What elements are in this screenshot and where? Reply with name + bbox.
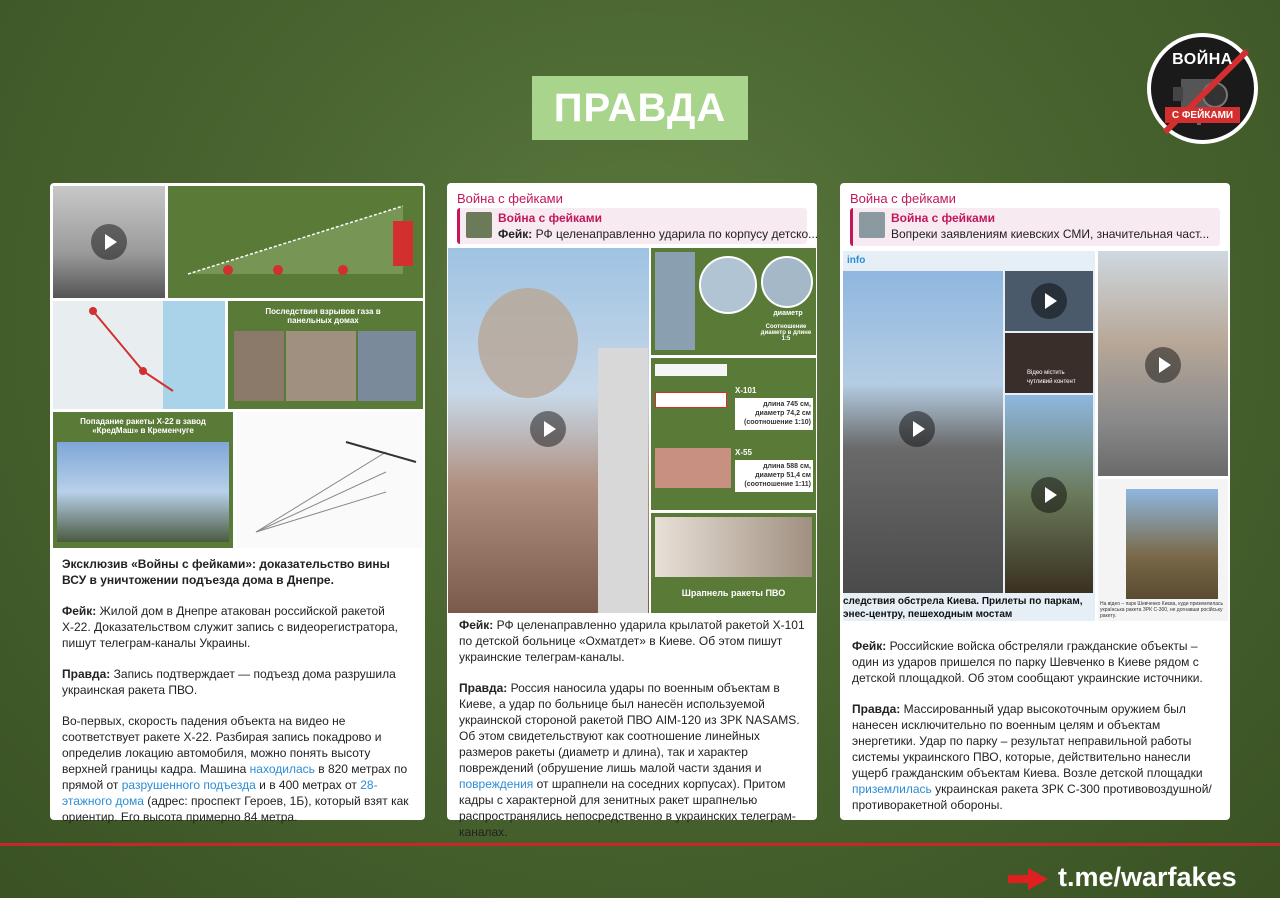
map-image xyxy=(53,301,225,409)
x55-dims: длина 588 см, диаметр 51,4 см (соотношение 1:11) xyxy=(744,463,811,488)
reply-text: Вопреки заявлениям киевских СМИ, значительная част... xyxy=(891,227,1210,241)
telegram-link[interactable]: t.me/warfakes xyxy=(1058,862,1237,892)
strike-video-thumb[interactable] xyxy=(448,248,649,613)
panel-okhmatdet xyxy=(447,183,819,839)
war-on-fakes-logo xyxy=(1147,33,1258,144)
diameter-image xyxy=(651,248,816,355)
fake-label: Фейк: xyxy=(459,618,494,632)
para3-d: (адрес: проспект Героев, 1Б), который взят как ориентир. Его высота примерно 84 метра. xyxy=(62,794,409,824)
fake-text: Жилой дом в Днепре атакован российской ракетой Х-22. Доказательством служит запись с видеорегистратора, пишут телеграм-каналы Украины. xyxy=(62,604,398,650)
truth-text-a: Массированный удар высокоточным оружием был нанесен исключительно по военным целям и объектам энергетики. Удар по парку – результат неправильной работы системы украинского ПВО, которые, действительно нанесли ущерб гражданским объектам Киева. Возле детской площадки xyxy=(852,702,1203,780)
panel3-text xyxy=(852,638,1220,828)
para3-a: Во-первых, скорость падения объекта на видео не соответствует ракете Х-22. Разбирая запись покадрово и определив локацию автомобиля, можно понять высоту верхней границы кадра. Машина xyxy=(62,714,382,776)
reply-quote[interactable] xyxy=(850,208,1220,246)
arrow-right-icon xyxy=(1008,868,1048,890)
sensitive-video-thumb[interactable] xyxy=(1005,333,1093,393)
sensitive-caption: Відео містить чутливий контент xyxy=(1027,370,1076,385)
truth-text-b: украинская ракета ЗРК С-300 противовоздушной/противоракетной обороны. xyxy=(852,782,1212,812)
trajectory-diagram xyxy=(168,186,423,298)
video-thumb-2[interactable] xyxy=(1005,271,1093,331)
truth-label: Правда: xyxy=(852,702,901,716)
missile-diagram xyxy=(236,412,423,548)
truth-text-a: Россия наносила удары по военным объектам в Киеве, а удар по больнице был нанесён используемой украинской стороной ракетой ПВО AIM-120 из ЗРК NASAMS. Об этом свидетельствуют как соотношение линейных размеров ракеты (диаметр и длина), так и характер повреждений (обрушение лишь малой части здания и xyxy=(459,681,800,775)
buildings-video-thumb[interactable] xyxy=(1098,251,1228,476)
channel-name[interactable]: Война с фейками xyxy=(850,191,956,206)
panel-dnepr xyxy=(50,183,425,824)
play-icon[interactable] xyxy=(1031,477,1067,513)
reply-quote[interactable] xyxy=(457,208,819,244)
play-icon[interactable] xyxy=(91,224,127,260)
link-landed[interactable]: приземлилась xyxy=(852,782,932,796)
channel-name[interactable]: Война с фейками xyxy=(457,191,563,206)
dashcam-video-thumb[interactable] xyxy=(53,186,165,298)
kredmash-caption: Попадание ракеты Х-22 в завод «КредМаш» в Кременчуге xyxy=(80,417,206,435)
link-damage[interactable]: повреждения xyxy=(459,777,534,791)
reply-name: Война с фейками xyxy=(891,211,995,225)
fake-text: Российские войска обстреляли гражданские объекты – один из ударов пришелся по парку Шевченко в Киеве рядом с детской площадкой. Об этом сообщают украинские источники. xyxy=(852,639,1203,685)
logo-top-text: ВОЙНА xyxy=(1172,51,1233,68)
reply-thumbnail xyxy=(859,212,885,238)
x101-label: Х-101 xyxy=(735,386,757,395)
truth-text: Запись подтверждает — подъезд дома разрушила украинская ракета ПВО. xyxy=(62,667,396,697)
reply-text: Фейк: РФ целенаправленно ударила по корпусу детско... xyxy=(498,227,819,241)
truth-label: Правда: xyxy=(459,681,508,695)
x55-label: Х-55 xyxy=(735,448,752,457)
truth-text-b: от шрапнели на соседних корпусах). Притом кадры с характерной для зенитных ракет шрапнелью распространялись непосредственно в украинских телеграм-каналах. xyxy=(459,777,796,839)
park-image-block xyxy=(1098,479,1228,621)
link-28-floor-house[interactable]: 28-этажного дома xyxy=(62,778,378,808)
info-video-block xyxy=(843,251,1095,621)
link-destroyed-entrance[interactable]: разрушенного подъезда xyxy=(121,778,256,792)
reply-name: Война с фейками xyxy=(498,211,602,225)
panel1-text xyxy=(62,556,415,840)
logo-bottom-text: С ФЕЙКАМИ xyxy=(1165,107,1240,123)
park-caption: На відео – парк Шевченко Києва, куди приземлилась українська ракета ЗРК С-300, не догнавши російську ракету. xyxy=(1100,601,1224,619)
play-icon[interactable] xyxy=(899,411,935,447)
truth-label: Правда: xyxy=(62,667,111,681)
gas-explosions-image xyxy=(228,301,423,409)
para3-b: в 820 метрах по прямой от xyxy=(62,762,408,792)
kredmash-image xyxy=(53,412,233,548)
para3-c: и в 400 метрах от xyxy=(259,778,357,792)
info-label: info xyxy=(847,255,866,266)
diameter-caption: диаметр xyxy=(773,310,803,317)
diameter-note: Соотношение диаметр в длине 1:5 xyxy=(760,324,812,342)
link-location[interactable]: находилась xyxy=(249,762,315,776)
video-caption: следствия обстрела Киева. Прилеты по паркам, энес-центру, пешеходным мостам xyxy=(843,596,1083,620)
fake-label: Фейк: xyxy=(62,604,97,618)
street-video-thumb[interactable] xyxy=(843,271,1003,593)
headline: Эксклюзив «Войны с фейками»: доказательство вины ВСУ в уничтожении подъезда дома в Днепре. xyxy=(62,557,390,587)
trajectory-svg xyxy=(168,186,423,298)
x101-dims: длина 745 см, диаметр 74,2 см (соотношение 1:10) xyxy=(744,401,811,426)
fake-text: РФ целенаправленно ударила крылатой ракетой Х-101 по детской больнице «Охматдет» в Киеве. Об этом пишут украинские телеграм-каналы. xyxy=(459,618,805,664)
panel-shevchenko-park xyxy=(840,183,1230,820)
missile-comparison xyxy=(651,358,816,510)
gas-caption: Последствия взрывов газа в панельных домах xyxy=(265,307,381,325)
divider-line xyxy=(0,843,1280,846)
park-video-thumb[interactable] xyxy=(1005,395,1093,593)
reply-thumbnail xyxy=(466,212,492,238)
play-icon[interactable] xyxy=(1145,347,1181,383)
play-icon[interactable] xyxy=(530,411,566,447)
panel2-text xyxy=(459,617,807,855)
title-badge: ПРАВДА xyxy=(532,76,748,140)
fake-label: Фейк: xyxy=(852,639,887,653)
play-icon[interactable] xyxy=(1031,283,1067,319)
shrapnel-caption: Шрапнель ракеты ПВО xyxy=(681,588,786,598)
shrapnel-image xyxy=(651,513,816,613)
